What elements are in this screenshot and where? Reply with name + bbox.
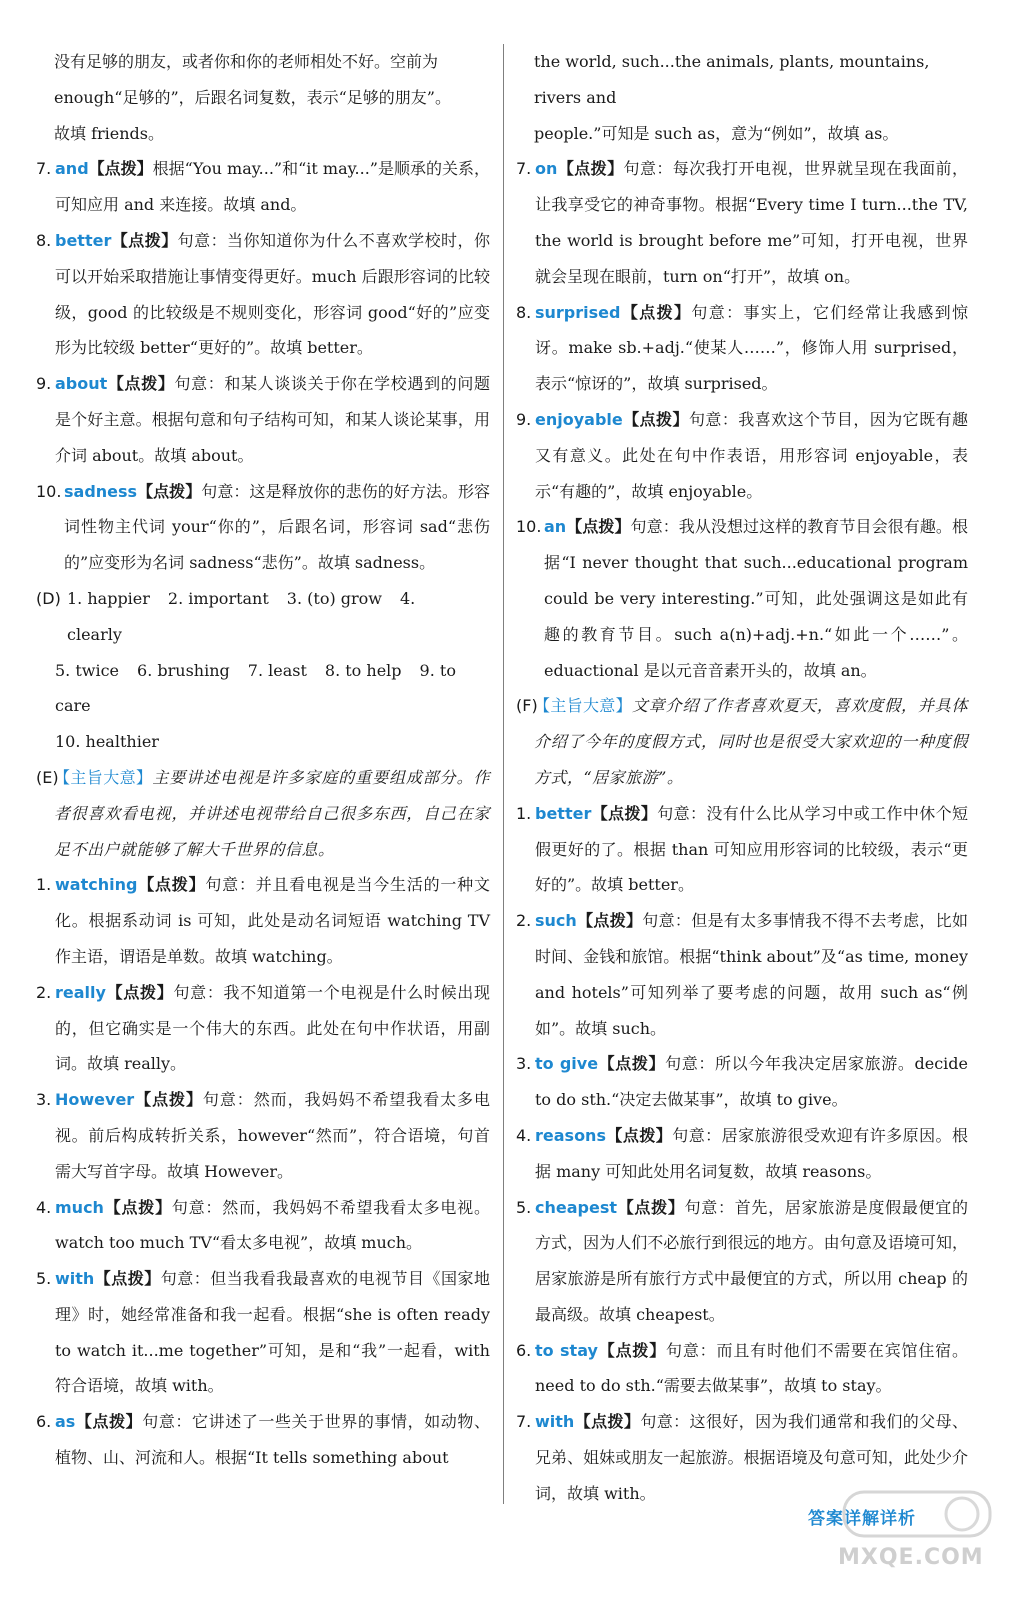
answer-item <box>516 1118 968 1190</box>
continued-line: 没有足够的朋友，或者你和你的老师相处不好。空前为 <box>54 52 439 71</box>
explanation-text: 句意：并且看电视是当今生活的一种文化。根据系动词 is 可知，此处是动名词短语 watching TV 作主语，谓语是单数。故填 watching。 <box>55 875 490 966</box>
answer-item <box>516 1046 968 1118</box>
explanation-text: 句意：和某人谈谈关于你在学校遇到的问题是个好主意。根据句意和句子结构可知，和某人谈论某事，用介词 about。故填 about。 <box>55 374 490 465</box>
answer-item <box>516 796 968 903</box>
hint-tag: 【点拨】 <box>598 1054 666 1074</box>
explanation-text: 句意：但是有太多事情我不得不去考虑，比如时间、金钱和旅馆。根据“think about”及“as time, money and hotels”可知列举了要考虑的问题，故用 such as“例如”。故填 such。 <box>535 911 968 1038</box>
explanation-text: 句意：居家旅游很受欢迎有许多原因。根据 many 可知此处用名词复数，故填 reasons。 <box>535 1125 968 1181</box>
answer-item <box>516 295 968 402</box>
hint-tag: 【点拨】 <box>622 409 689 429</box>
answer-word: as <box>55 1412 76 1432</box>
gist-text: 主要讲述电视是许多家庭的重要组成部分。作者很喜欢看电视，并讲述电视带给自己很多东西，自己在家足不出户就能够了解大千世界的信息。 <box>54 767 490 859</box>
item-number: 7. <box>516 1412 532 1432</box>
hint-tag: 【点拨】 <box>105 982 174 1002</box>
section-label: (D) <box>36 588 61 608</box>
answer-word: about <box>55 374 108 394</box>
item-number: 1. <box>36 875 52 895</box>
answer-word: sadness <box>64 481 138 501</box>
answer-entry: 4. clearly <box>67 588 416 644</box>
hint-tag: 【点拨】 <box>591 803 658 823</box>
item-number: 8. <box>36 230 52 250</box>
explanation-text: 句意：但当我看我最喜欢的电视节目《国家地理》时，她经常准备和我一起看。根据“she is often ready to watch it...me together”可知，是和“我”一起看，with 符合语境，故填 with。 <box>55 1269 490 1396</box>
explanation-text: 句意：每次我打开电视，世界就呈现在我面前，让我享受它的神奇事物。根据“Every time I turn...the TV, the world is brought before me”可知，打开电视，世界就会呈现在眼前，turn on“打开”，故填 on。 <box>535 159 968 286</box>
gist-tag: 【主旨大意】 <box>54 767 153 787</box>
explanation-text: 句意：没有什么比从学习中或工作中休个短假更好的了。根据 than 可知应用形容词的比较级，表示“更好的”。故填 better。 <box>535 803 968 895</box>
hint-tag: 【点拨】 <box>605 1125 673 1145</box>
explanation-text: 句意：所以今年我决定居家旅游。decide to do sth.“决定去做某事”，故填 to give。 <box>535 1054 968 1110</box>
continued-line: 故填 friends。 <box>54 123 165 143</box>
answer-word: with <box>535 1412 575 1432</box>
item-number: 5. <box>36 1269 52 1289</box>
hint-tag: 【点拨】 <box>574 1412 641 1432</box>
answer-word: to give <box>535 1054 599 1074</box>
continued-line: the world, such...the animals, plants, mountains, rivers and <box>534 52 930 107</box>
answer-item <box>36 151 490 223</box>
explanation-text: 句意：然而，我妈妈不希望我看太多电视。watch too much TV“看太多电视”，故填 much。 <box>55 1197 490 1253</box>
answer-entry: 8. to help <box>324 660 402 680</box>
answer-entry: 10. healthier <box>55 732 159 752</box>
answer-entry: 7. least <box>247 660 307 680</box>
hint-tag: 【点拨】 <box>103 1197 172 1217</box>
answer-word: much <box>55 1197 104 1217</box>
hint-tag: 【点拨】 <box>137 875 206 895</box>
answer-list-line <box>36 724 490 760</box>
answer-entry: 9. to care <box>55 660 456 716</box>
explanation-text: 句意：它讲述了一些关于世界的事情，如动物、植物、山、河流和人。根据“It tells something about <box>55 1412 490 1468</box>
hint-tag: 【点拨】 <box>88 159 153 179</box>
answer-word: watching <box>55 875 138 895</box>
answer-item <box>36 975 490 1082</box>
hint-tag: 【点拨】 <box>566 517 631 537</box>
watermark-text: MXQE.COM <box>838 1545 984 1570</box>
hint-tag: 【点拨】 <box>576 911 643 931</box>
hint-tag: 【点拨】 <box>620 302 692 322</box>
answer-item <box>516 1190 968 1333</box>
gist-paragraph <box>36 760 490 867</box>
answer-word: on <box>535 159 558 179</box>
continued-line: enough“足够的”，后跟名词复数，表示“足够的朋友”。 <box>54 87 451 107</box>
answer-item <box>36 223 490 366</box>
explanation-text: 句意：我从没想过这样的教育节目会很有趣。根据“I never thought that such...educational program could be very interesting.”可知，此处强调这是如此有趣的教育节目。such a(n)+adj.+n.“如此一个……”。eduactional 是以元音音素开头的，故填 an。 <box>544 517 968 680</box>
column-divider <box>503 44 504 1504</box>
explanation-text: 句意：我喜欢这个节目，因为它既有趣又有意义。此处在句中作表语，用形容词 enjoyable，表示“有趣的”，故填 enjoyable。 <box>535 409 968 501</box>
watermark-logo-icon <box>842 1486 992 1542</box>
item-number: 5. <box>516 1197 532 1217</box>
section-label: (F) <box>516 696 538 716</box>
answer-word: and <box>55 159 89 179</box>
explanation-text: 句意：首先，居家旅游是度假最便宜的方式，因为人们不必旅行到很远的地方。由句意及语境可知，居家旅游是所有旅行方式中最便宜的方式，所以用 cheap 的最高级。故填 cheapest。 <box>535 1197 968 1324</box>
explanation-text: 句意：然而，我妈妈不希望我看太多电视。前后构成转折关系，however“然而”，符合语境，句首需大写首字母。故填 However。 <box>55 1090 490 1181</box>
explanation-text: 句意：而且有时他们不需要在宾馆住宿。need to do sth.“需要去做某事”，故填 to stay。 <box>535 1340 968 1396</box>
explanation-text: 句意：这很好，因为我们通常和我们的父母、兄弟、姐妹或朋友一起旅游。根据语境及句意可知，此处少介词，故填 with。 <box>535 1412 968 1503</box>
gist-tag: 【主旨大意】 <box>534 696 632 716</box>
explanation-text: 句意：我不知道第一个电视是什么时候出现的，但它确实是一个伟大的东西。此处在句中作状语，用副词。故填 really。 <box>55 982 490 1074</box>
gist-text: 文章介绍了作者喜欢夏天，喜欢度假，并具体介绍了今年的度假方式，同时也是很受大家欢迎的一种度假方式，“居家旅游”。 <box>534 696 968 787</box>
answer-entry: 2. important <box>167 588 269 608</box>
answer-item <box>516 402 968 509</box>
answer-list-line <box>36 581 490 653</box>
left-column <box>36 44 490 1476</box>
continued-line: people.”可知是 such as，意为“例如”，故填 as。 <box>534 123 899 143</box>
answer-entry: 5. twice <box>55 660 120 680</box>
hint-tag: 【点拨】 <box>75 1412 143 1432</box>
answer-item <box>36 366 490 473</box>
item-number: 6. <box>516 1340 532 1360</box>
item-number: 2. <box>36 982 52 1002</box>
answer-item <box>36 474 490 581</box>
item-number: 1. <box>516 803 532 823</box>
hint-tag: 【点拨】 <box>617 1197 685 1217</box>
answer-word: enjoyable <box>535 409 623 429</box>
answer-word: such <box>535 911 577 931</box>
explanation-text: 句意：这是释放你的悲伤的好方法。形容词性物主代词 your“你的”，后跟名词，形容词 sad“悲伤的”应变形为名词 sadness“悲伤”。故填 sadness。 <box>64 481 490 573</box>
answer-word: really <box>55 982 106 1002</box>
answer-word: However <box>55 1090 135 1110</box>
item-number: 6. <box>36 1412 52 1432</box>
answer-entry: 6. brushing <box>137 660 230 680</box>
explanation-text: 根据“You may...”和“it may...”是顺承的关系，可知应用 and 来连接。故填 and。 <box>55 159 490 215</box>
answer-word: an <box>544 517 567 537</box>
answer-word: better <box>55 230 112 250</box>
hint-tag: 【点拨】 <box>134 1090 203 1110</box>
item-number: 9. <box>36 374 52 394</box>
answer-item <box>36 1261 490 1404</box>
answer-item <box>36 1190 490 1262</box>
item-number: 3. <box>36 1090 52 1110</box>
item-number: 3. <box>516 1054 532 1074</box>
item-number: 10. <box>516 517 542 537</box>
hint-tag: 【点拨】 <box>111 230 178 250</box>
hint-tag: 【点拨】 <box>107 374 175 394</box>
hint-tag: 【点拨】 <box>557 159 624 179</box>
footer-label: 答案详解详析 <box>808 1509 916 1529</box>
answer-entry: 1. happier <box>67 588 150 608</box>
answer-word: reasons <box>535 1125 606 1145</box>
answer-item <box>36 1082 490 1189</box>
item-number: 8. <box>516 302 532 322</box>
answer-word: with <box>55 1269 95 1289</box>
section-label: (E) <box>36 767 59 787</box>
answer-item <box>36 867 490 974</box>
item-number: 10. <box>36 481 62 501</box>
item-number: 4. <box>516 1125 532 1145</box>
hint-tag: 【点拨】 <box>137 481 202 501</box>
hint-tag: 【点拨】 <box>597 1340 667 1360</box>
item-number: 9. <box>516 409 532 429</box>
item-number: 7. <box>36 159 52 179</box>
right-column <box>516 44 968 1512</box>
answer-word: surprised <box>535 302 621 322</box>
hint-tag: 【点拨】 <box>94 1269 161 1289</box>
answer-item <box>36 1404 490 1476</box>
answer-item <box>516 903 968 1046</box>
answer-word: to stay <box>535 1340 598 1360</box>
item-number: 4. <box>36 1197 52 1217</box>
answer-item <box>516 509 968 688</box>
item-number: 7. <box>516 159 532 179</box>
answer-item <box>516 1333 968 1405</box>
answer-word: better <box>535 803 592 823</box>
answer-item <box>516 151 968 294</box>
answer-word: cheapest <box>535 1197 617 1217</box>
item-number: 2. <box>516 911 532 931</box>
explanation-text: 句意：事实上，它们经常让我感到惊讶。make sb.+adj.“使某人……”，修饰人用 surprised，表示“惊讶的”，故填 surprised。 <box>535 302 968 394</box>
gist-paragraph <box>516 688 968 795</box>
explanation-text: 句意：当你知道你为什么不喜欢学校时，你可以开始采取措施让事情变得更好。much 后跟形容词的比较级，good 的比较级是不规则变化，形容词 good“好的”应变形为比较级 better“更好的”。故填 better。 <box>55 230 490 358</box>
answer-list-line <box>36 653 490 725</box>
answer-entry: 3. (to) grow <box>286 588 382 608</box>
